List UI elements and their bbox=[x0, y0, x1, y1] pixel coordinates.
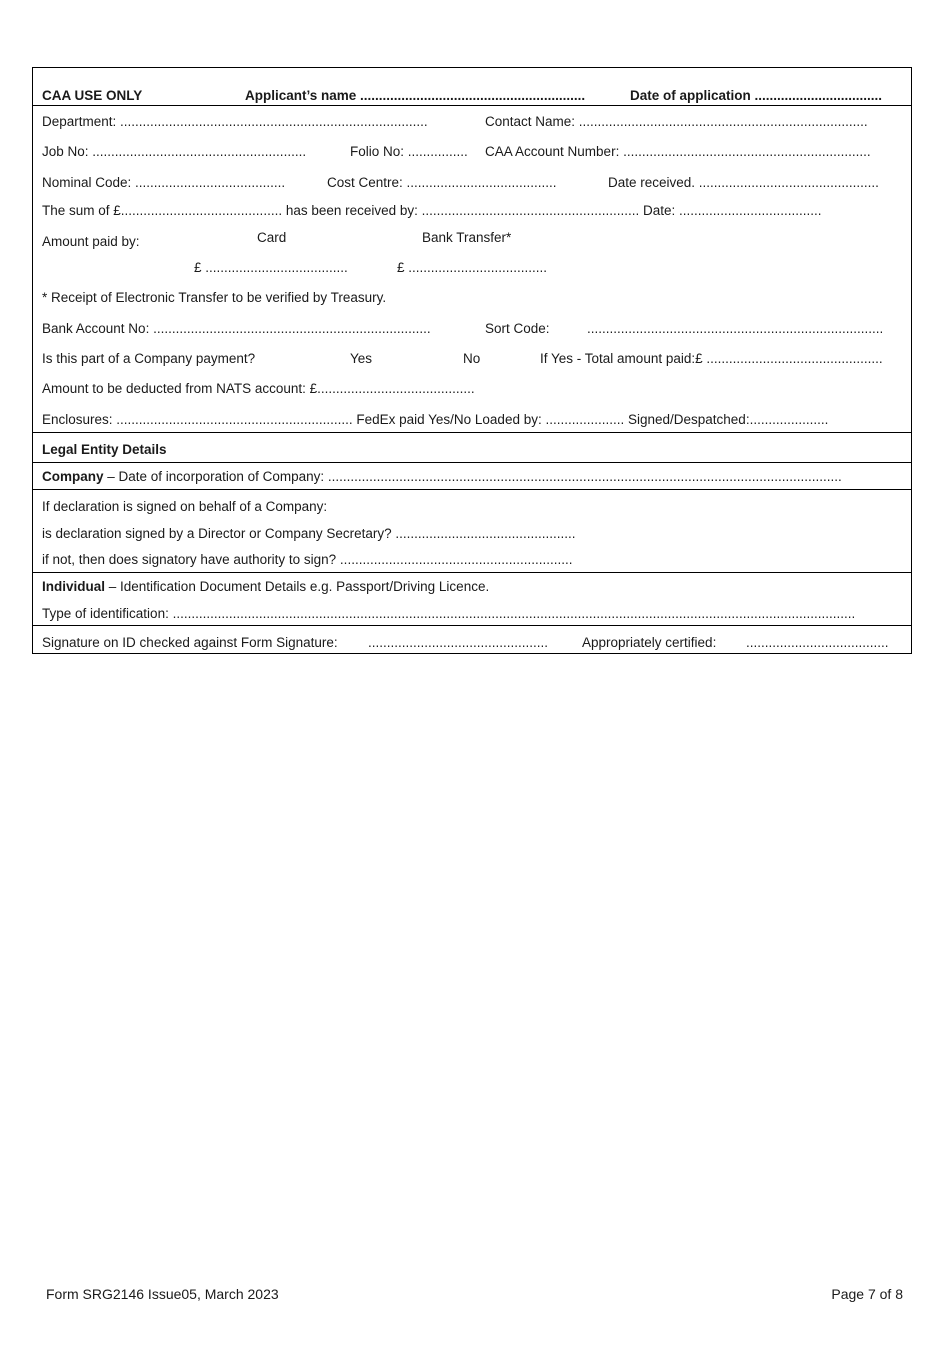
department-field[interactable]: Department: .................................................................................. bbox=[42, 114, 428, 129]
declaration-company-text: If declaration is signed on behalf of a Company: bbox=[42, 499, 328, 514]
caa-use-only-form bbox=[32, 67, 912, 654]
card-option[interactable]: Card bbox=[257, 230, 287, 245]
company-label: Company bbox=[42, 469, 104, 484]
cost-centre-field[interactable]: Cost Centre: ........................................ bbox=[327, 175, 557, 190]
caa-use-only-heading: CAA USE ONLY bbox=[42, 88, 143, 103]
receipt-note: * Receipt of Electronic Transfer to be verified by Treasury. bbox=[42, 290, 387, 305]
folio-no-field[interactable]: Folio No: ................ bbox=[350, 144, 468, 159]
company-payment-no[interactable]: No bbox=[463, 351, 481, 366]
date-received-field[interactable]: Date received. ................................................ bbox=[608, 175, 879, 190]
signature-checked-field[interactable]: ................................................ bbox=[368, 635, 549, 650]
total-amount-paid-field[interactable]: If Yes - Total amount paid:£ ............................................... bbox=[540, 351, 883, 366]
job-no-field[interactable]: Job No: ......................................................... bbox=[42, 144, 307, 159]
contact-name-field[interactable]: Contact Name: ............................................................................. bbox=[485, 114, 868, 129]
type-of-identification-field[interactable]: Type of identification: ...................................................................................................................................................................................... bbox=[42, 606, 856, 621]
declaration-authority-field[interactable]: if not, then does signatory have authority to sign? .............................................................. bbox=[42, 552, 573, 567]
page-number: Page 7 of 8 bbox=[831, 1286, 903, 1302]
card-amount-field[interactable]: £ ...................................... bbox=[194, 260, 348, 275]
nominal-code-field[interactable]: Nominal Code: ........................................ bbox=[42, 175, 286, 190]
divider bbox=[33, 572, 911, 573]
company-incorporation-field bbox=[42, 469, 842, 485]
appropriately-certified-field[interactable]: ...................................... bbox=[746, 635, 889, 650]
sum-received-line[interactable]: The sum of £........................................... has been received by: .......................................................... Date: ...................................... bbox=[42, 203, 822, 218]
amount-paid-by-label: Amount paid by: bbox=[42, 234, 140, 249]
signature-checked-label: Signature on ID checked against Form Signature: bbox=[42, 635, 338, 650]
company-payment-yes[interactable]: Yes bbox=[350, 351, 373, 366]
bank-transfer-amount-field[interactable]: £ ..................................... bbox=[397, 260, 548, 275]
caa-account-number-field[interactable]: CAA Account Number: .................................................................. bbox=[485, 144, 871, 159]
declaration-director-field[interactable]: is declaration signed by a Director or Company Secretary? ................................................ bbox=[42, 526, 576, 541]
enclosures-line[interactable]: Enclosures: ............................................................... FedEx paid Yes/No Loaded by: ..................... Signed/Despatched:..................... bbox=[42, 412, 829, 427]
appropriately-certified-label: Appropriately certified: bbox=[582, 635, 717, 650]
sort-code-label: Sort Code: bbox=[485, 321, 550, 336]
company-incorporation-text[interactable]: – Date of incorporation of Company: ......................................................................................................................................... bbox=[103, 469, 842, 484]
nats-deduction-field[interactable]: Amount to be deducted from NATS account: £.......................................... bbox=[42, 381, 475, 396]
date-of-application-field[interactable]: Date of application .................................. bbox=[630, 88, 883, 103]
bank-account-no-field[interactable]: Bank Account No: .......................................................................... bbox=[42, 321, 431, 336]
bank-transfer-option[interactable]: Bank Transfer* bbox=[422, 230, 512, 245]
divider bbox=[33, 105, 911, 106]
company-payment-question: Is this part of a Company payment? bbox=[42, 351, 256, 366]
divider bbox=[33, 625, 911, 626]
sort-code-field[interactable]: ............................................................................... bbox=[587, 321, 884, 336]
individual-id-details bbox=[42, 579, 489, 595]
legal-entity-details-heading: Legal Entity Details bbox=[42, 442, 167, 457]
divider bbox=[33, 462, 911, 463]
form-identifier: Form SRG2146 Issue05, March 2023 bbox=[46, 1286, 279, 1302]
applicant-name-field[interactable]: Applicant’s name ............................................................ bbox=[245, 88, 586, 103]
divider bbox=[33, 489, 911, 490]
individual-id-text: – Identification Document Details e.g. Passport/Driving Licence. bbox=[105, 579, 490, 594]
individual-label: Individual bbox=[42, 579, 106, 594]
divider bbox=[33, 432, 911, 433]
